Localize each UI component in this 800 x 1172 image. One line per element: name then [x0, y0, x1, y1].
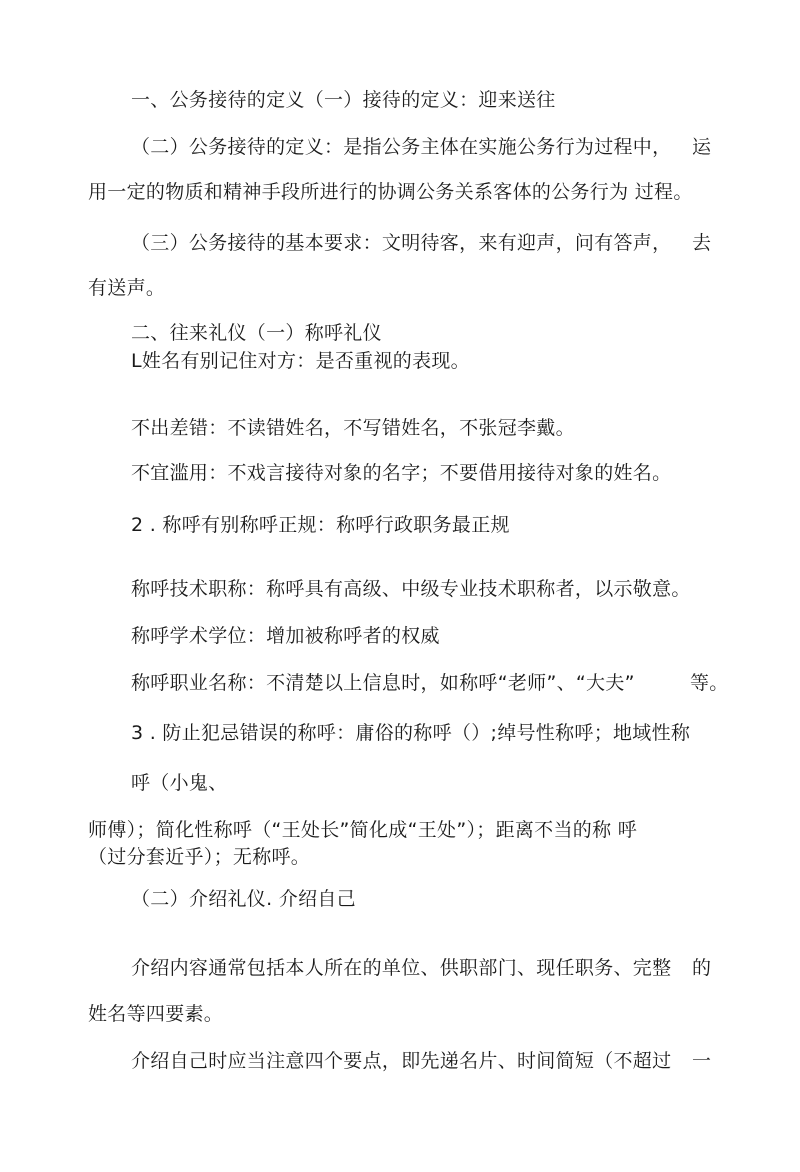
paragraph-line: 介绍内容通常包括本人所在的单位、供职部门、现任职务、完整 [131, 957, 672, 979]
paragraph-line-end: 一 [692, 1050, 712, 1072]
section-heading-3: （二）介绍礼仪. 介绍自己 [131, 888, 356, 910]
paragraph-line-end: 去 [692, 232, 712, 254]
paragraph-line: 2 . 称呼有别称呼正规：称呼行政职务最正规 [131, 514, 510, 536]
paragraph-line: 不出差错：不读错姓名，不写错姓名，不张冠李戴。 [131, 417, 575, 439]
paragraph-line: 称呼学术学位：增加被称呼者的权威 [131, 625, 440, 647]
paragraph-line: 师傅）；简化性称呼（“王处长”简化成“王处”）；距离不当的称 呼 [88, 819, 638, 841]
section-heading-1: 一、公务接待的定义（一）接待的定义：迎来送往 [131, 89, 556, 111]
paragraph-line: 称呼职业名称：不清楚以上信息时，如称呼“老师”、“大夫” [131, 672, 635, 694]
paragraph-line: （过分套近乎）；无称呼。 [88, 846, 311, 868]
paragraph-line: （三）公务接待的基本要求：文明待客，来有迎声，问有答声， [131, 232, 672, 254]
paragraph-line: 介绍自己时应当注意四个要点，即先递名片、时间简短（不超过 [131, 1050, 672, 1072]
paragraph-line: 呼（小鬼、 [131, 772, 228, 794]
paragraph-line: 用一定的物质和精神手段所进行的协调公务关系客体的公务行为 过程。 [88, 181, 693, 203]
paragraph-line: 称呼技术职称：称呼具有高级、中级专业技术职称者，以示敬意。 [131, 578, 691, 600]
paragraph-line-end: 的 [692, 957, 712, 979]
paragraph-line: （二）公务接待的定义：是指公务主体在实施公务行为过程中， [131, 136, 672, 158]
paragraph-line-end: 等。 [690, 672, 729, 694]
paragraph-line: 姓名等四要素。 [88, 1003, 224, 1025]
paragraph-line: 不宜滥用：不戏言接待对象的名字；不要借用接待对象的姓名。 [131, 462, 672, 484]
paragraph-line: 3 . 防止犯忌错误的称呼：庸俗的称呼（）;绰号性称呼；地域性称 [131, 722, 691, 744]
paragraph-line-end: 运 [692, 136, 712, 158]
paragraph-line: L姓名有别记住对方：是否重视的表现。 [131, 350, 470, 372]
paragraph-line: 有送声。 [88, 277, 166, 299]
section-heading-2: 二、往来礼仪（一）称呼礼仪 [131, 322, 382, 344]
